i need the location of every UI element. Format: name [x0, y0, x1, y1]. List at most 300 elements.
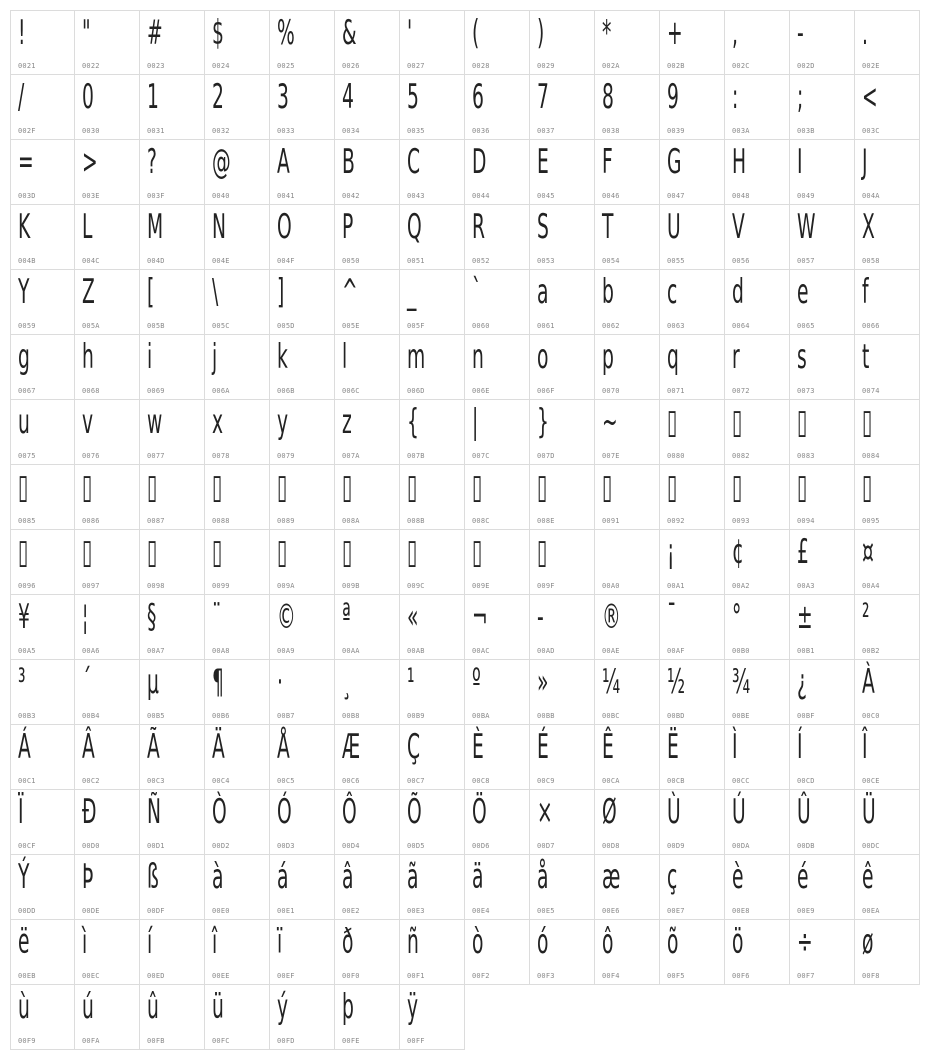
glyph-cell	[10, 855, 75, 920]
glyph-sample: ±	[797, 597, 813, 637]
glyph-sample: Ó	[277, 792, 292, 832]
glyph-cell	[75, 75, 140, 140]
glyph-codepoint-label: 00F2	[472, 972, 490, 980]
glyph-cell	[465, 660, 530, 725]
glyph-sample: E	[537, 142, 549, 182]
glyph-codepoint-label: 008E	[537, 517, 555, 525]
glyph-codepoint-label: 0087	[147, 517, 165, 525]
glyph-sample: ~	[602, 402, 618, 442]
glyph-sample: v	[82, 402, 94, 442]
glyph-cell	[465, 400, 530, 465]
glyph-codepoint-label: 0058	[862, 257, 880, 265]
glyph-codepoint-label: 00DD	[18, 907, 36, 915]
glyph-codepoint-label: 00A6	[82, 647, 100, 655]
glyph-cell	[465, 335, 530, 400]
glyph-codepoint-label: 0054	[602, 257, 620, 265]
glyph-cell	[140, 855, 205, 920]
glyph-cell	[335, 660, 400, 725]
glyph-codepoint-label: 00C6	[342, 777, 360, 785]
glyph-codepoint-label: 005E	[342, 322, 360, 330]
glyph-codepoint-label: 00F8	[862, 972, 880, 980]
glyph-codepoint-label: 00FB	[147, 1037, 165, 1045]
glyph-codepoint-label: 009C	[407, 582, 425, 590]
glyph-codepoint-label: 003F	[147, 192, 165, 200]
glyph-cell	[270, 10, 335, 75]
glyph-sample: ?	[147, 142, 157, 182]
glyph-sample: o	[537, 337, 549, 377]
glyph-sample: y	[277, 402, 289, 442]
glyph-codepoint-label: 0086	[82, 517, 100, 525]
glyph-cell	[335, 985, 400, 1050]
glyph-cell	[10, 530, 75, 595]
glyph-cell	[205, 855, 270, 920]
glyph-sample: =	[18, 142, 34, 182]
glyph-codepoint-label: 00E7	[667, 907, 685, 915]
glyph-cell	[855, 270, 920, 335]
glyph-cell	[855, 855, 920, 920]
glyph-cell	[335, 140, 400, 205]
glyph-codepoint-label: 00DB	[797, 842, 815, 850]
glyph-cell	[530, 725, 595, 790]
glyph-codepoint-label: 0080	[667, 452, 685, 460]
glyph-codepoint-label: 00AD	[537, 647, 555, 655]
glyph-cell	[790, 855, 855, 920]
glyph-codepoint-label: 00F9	[18, 1037, 36, 1045]
glyph-codepoint-label: 003C	[862, 127, 880, 135]
glyph-cell	[335, 725, 400, 790]
glyph-codepoint-label: 0095	[862, 517, 880, 525]
glyph-cell	[205, 140, 270, 205]
glyph-sample: %	[277, 13, 295, 53]
glyph-codepoint-label: 004E	[212, 257, 230, 265]
glyph-cell	[335, 400, 400, 465]
glyph-codepoint-label: 0064	[732, 322, 750, 330]
glyph-sample: ▯	[797, 467, 808, 507]
glyph-cell	[75, 920, 140, 985]
glyph-cell	[725, 205, 790, 270]
glyph-codepoint-label: 00DF	[147, 907, 165, 915]
glyph-sample: O	[277, 207, 292, 247]
glyph-cell	[400, 465, 465, 530]
glyph-codepoint-label: 0066	[862, 322, 880, 330]
glyph-cell	[140, 400, 205, 465]
glyph-sample: d	[732, 272, 744, 312]
glyph-codepoint-label: 00B6	[212, 712, 230, 720]
glyph-codepoint-label: 0063	[667, 322, 685, 330]
glyph-sample: Ú	[732, 792, 746, 832]
glyph-cell	[270, 660, 335, 725]
glyph-codepoint-label: 0084	[862, 452, 880, 460]
glyph-sample: å	[537, 857, 549, 897]
glyph-sample: ¤	[862, 532, 874, 572]
glyph-cell	[10, 725, 75, 790]
glyph-codepoint-label: 0062	[602, 322, 620, 330]
glyph-sample: Â	[82, 727, 95, 767]
glyph-codepoint-label: 006F	[537, 387, 555, 395]
glyph-sample: ¦	[82, 597, 89, 637]
glyph-codepoint-label: 009B	[342, 582, 360, 590]
glyph-codepoint-label: 0027	[407, 62, 425, 70]
glyph-codepoint-label: 005B	[147, 322, 165, 330]
glyph-codepoint-label: 0068	[82, 387, 100, 395]
glyph-cell	[140, 10, 205, 75]
glyph-codepoint-label: 008B	[407, 517, 425, 525]
glyph-sample: L	[82, 207, 93, 247]
glyph-codepoint-label: 002D	[797, 62, 815, 70]
glyph-cell	[335, 205, 400, 270]
glyph-sample: p	[602, 337, 614, 377]
glyph-codepoint-label: 002F	[18, 127, 36, 135]
glyph-cell	[790, 725, 855, 790]
glyph-cell	[595, 790, 660, 855]
glyph-codepoint-label: 0074	[862, 387, 880, 395]
glyph-sample: Ü	[862, 792, 876, 832]
glyph-cell	[75, 790, 140, 855]
glyph-codepoint-label: 009A	[277, 582, 295, 590]
glyph-codepoint-label: 0082	[732, 452, 750, 460]
glyph-cell	[855, 595, 920, 660]
glyph-cell	[725, 855, 790, 920]
glyph-cell	[10, 205, 75, 270]
glyph-codepoint-label: 00AE	[602, 647, 620, 655]
glyph-codepoint-label: 00F4	[602, 972, 620, 980]
glyph-codepoint-label: 0035	[407, 127, 425, 135]
glyph-sample: b	[602, 272, 614, 312]
glyph-codepoint-label: 0023	[147, 62, 165, 70]
glyph-cell	[595, 920, 660, 985]
glyph-codepoint-label: 00A2	[732, 582, 750, 590]
glyph-cell	[270, 465, 335, 530]
glyph-cell	[595, 270, 660, 335]
glyph-sample: ´	[82, 662, 92, 702]
glyph-codepoint-label: 00CC	[732, 777, 750, 785]
glyph-sample: 8	[602, 77, 614, 117]
glyph-cell	[725, 140, 790, 205]
glyph-sample: Î	[862, 727, 868, 767]
glyph-cell	[75, 140, 140, 205]
glyph-sample: ▯	[667, 467, 678, 507]
glyph-cell	[725, 790, 790, 855]
glyph-sample: T	[602, 207, 614, 247]
glyph-sample: -	[797, 13, 804, 53]
glyph-codepoint-label: 00F0	[342, 972, 360, 980]
glyph-cell	[140, 660, 205, 725]
glyph-sample: _	[407, 272, 417, 312]
glyph-codepoint-label: 00AA	[342, 647, 360, 655]
glyph-cell	[530, 10, 595, 75]
glyph-sample: |	[472, 402, 479, 442]
glyph-codepoint-label: 00D9	[667, 842, 685, 850]
glyph-sample: ä	[472, 857, 484, 897]
glyph-sample: ò	[472, 922, 484, 962]
glyph-sample: ª	[342, 597, 351, 637]
glyph-cell	[75, 855, 140, 920]
glyph-codepoint-label: 0040	[212, 192, 230, 200]
glyph-cell	[790, 465, 855, 530]
glyph-cell	[530, 660, 595, 725]
glyph-codepoint-label: 00CF	[18, 842, 36, 850]
glyph-sample: é	[797, 857, 809, 897]
glyph-codepoint-label: 00DE	[82, 907, 100, 915]
glyph-codepoint-label: 005F	[407, 322, 425, 330]
glyph-codepoint-label: 009E	[472, 582, 490, 590]
glyph-sample: Ò	[212, 792, 227, 832]
glyph-codepoint-label: 0026	[342, 62, 360, 70]
glyph-sample: 3	[277, 77, 289, 117]
glyph-codepoint-label: 00ED	[147, 972, 165, 980]
glyph-sample: Í	[797, 727, 803, 767]
glyph-cell	[75, 10, 140, 75]
glyph-codepoint-label: 00F3	[537, 972, 555, 980]
glyph-cell	[140, 140, 205, 205]
glyph-sample: (	[472, 13, 480, 53]
glyph-sample: ¡	[667, 532, 675, 572]
glyph-cell	[595, 75, 660, 140]
glyph-codepoint-label: 00CD	[797, 777, 815, 785]
glyph-cell	[595, 335, 660, 400]
glyph-cell	[400, 270, 465, 335]
glyph-cell	[855, 465, 920, 530]
glyph-sample: ²	[862, 597, 870, 637]
glyph-codepoint-label: 00BF	[797, 712, 815, 720]
glyph-sample: Ã	[147, 727, 160, 767]
glyph-cell	[205, 660, 270, 725]
glyph-cell	[660, 660, 725, 725]
glyph-codepoint-label: 00C0	[862, 712, 880, 720]
glyph-codepoint-label: 00EC	[82, 972, 100, 980]
glyph-sample: ¸	[342, 662, 352, 702]
glyph-sample: 9	[667, 77, 679, 117]
glyph-codepoint-label: 004B	[18, 257, 36, 265]
glyph-codepoint-label: 0070	[602, 387, 620, 395]
glyph-sample: º	[472, 662, 481, 702]
glyph-cell	[10, 335, 75, 400]
glyph-sample: g	[18, 337, 30, 377]
glyph-cell	[400, 920, 465, 985]
glyph-cell	[855, 790, 920, 855]
glyph-sample: 6	[472, 77, 484, 117]
glyph-cell	[270, 985, 335, 1050]
glyph-codepoint-label: 0065	[797, 322, 815, 330]
glyph-sample: +	[667, 13, 683, 53]
glyph-cell	[75, 725, 140, 790]
glyph-codepoint-label: 0030	[82, 127, 100, 135]
glyph-sample: u	[18, 402, 30, 442]
glyph-codepoint-label: 004C	[82, 257, 100, 265]
glyph-codepoint-label: 005A	[82, 322, 100, 330]
glyph-sample: À	[862, 662, 875, 702]
glyph-sample: ð	[342, 922, 354, 962]
glyph-cell	[530, 920, 595, 985]
glyph-sample: R	[472, 207, 485, 247]
glyph-sample: x	[212, 402, 224, 442]
glyph-sample: ▯	[602, 467, 613, 507]
glyph-sample: V	[732, 207, 745, 247]
glyph-cell	[725, 660, 790, 725]
glyph-codepoint-label: 0051	[407, 257, 425, 265]
glyph-codepoint-label: 00C9	[537, 777, 555, 785]
glyph-codepoint-label: 0022	[82, 62, 100, 70]
glyph-codepoint-label: 006D	[407, 387, 425, 395]
glyph-cell	[205, 335, 270, 400]
glyph-codepoint-label: 0069	[147, 387, 165, 395]
glyph-sample: ▯	[342, 467, 353, 507]
glyph-codepoint-label: 00D7	[537, 842, 555, 850]
glyph-codepoint-label: 00C2	[82, 777, 100, 785]
glyph-cell	[10, 920, 75, 985]
glyph-codepoint-label: 00EA	[862, 907, 880, 915]
glyph-cell	[595, 10, 660, 75]
glyph-sample: ô	[602, 922, 614, 962]
glyph-codepoint-label: 00EF	[277, 972, 295, 980]
glyph-cell	[10, 790, 75, 855]
glyph-cell	[530, 465, 595, 530]
glyph-sample: H	[732, 142, 747, 182]
glyph-codepoint-label: 00B0	[732, 647, 750, 655]
glyph-sample: Ù	[667, 792, 681, 832]
glyph-codepoint-label: 00E1	[277, 907, 295, 915]
glyph-cell	[270, 270, 335, 335]
glyph-sample: ▯	[407, 532, 418, 572]
glyph-sample: k	[277, 337, 288, 377]
glyph-sample: ▯	[862, 402, 873, 442]
glyph-codepoint-label: 00A8	[212, 647, 230, 655]
glyph-cell	[790, 335, 855, 400]
glyph-cell	[855, 335, 920, 400]
glyph-codepoint-label: 00F1	[407, 972, 425, 980]
glyph-cell	[595, 140, 660, 205]
glyph-cell	[660, 10, 725, 75]
glyph-sample: )	[537, 13, 545, 53]
glyph-sample: °	[732, 597, 742, 637]
glyph-codepoint-label: 0057	[797, 257, 815, 265]
glyph-cell	[400, 75, 465, 140]
glyph-cell	[660, 400, 725, 465]
glyph-sample: *	[602, 13, 612, 53]
glyph-sample: !	[18, 13, 26, 53]
glyph-sample: ▯	[147, 467, 158, 507]
glyph-sample: ß	[147, 857, 159, 897]
glyph-sample: l	[342, 337, 348, 377]
glyph-codepoint-label: 0034	[342, 127, 360, 135]
glyph-cell	[595, 530, 660, 595]
glyph-cell	[595, 400, 660, 465]
glyph-sample: ·	[277, 662, 283, 702]
glyph-codepoint-label: 0049	[797, 192, 815, 200]
glyph-codepoint-label: 002C	[732, 62, 750, 70]
glyph-sample: Ä	[212, 727, 225, 767]
glyph-cell	[660, 725, 725, 790]
glyph-codepoint-label: 00A7	[147, 647, 165, 655]
glyph-cell	[270, 335, 335, 400]
glyph-sample: ▯	[407, 467, 418, 507]
glyph-codepoint-label: 003E	[82, 192, 100, 200]
glyph-codepoint-label: 00BB	[537, 712, 555, 720]
glyph-sample: @	[212, 142, 231, 182]
glyph-codepoint-label: 0088	[212, 517, 230, 525]
glyph-sample: ▯	[537, 467, 548, 507]
glyph-codepoint-label: 0078	[212, 452, 230, 460]
glyph-sample: ®	[602, 597, 621, 637]
glyph-sample: ]	[277, 272, 285, 312]
glyph-sample: C	[407, 142, 421, 182]
glyph-codepoint-label: 00BD	[667, 712, 685, 720]
glyph-cell	[790, 595, 855, 660]
glyph-cell	[790, 10, 855, 75]
glyph-sample: ▯	[537, 532, 548, 572]
glyph-sample: Ì	[732, 727, 738, 767]
glyph-cell	[465, 75, 530, 140]
glyph-codepoint-label: 00C1	[18, 777, 36, 785]
glyph-sample: e	[797, 272, 809, 312]
glyph-sample: ▯	[212, 467, 223, 507]
glyph-sample: ×	[537, 792, 553, 832]
glyph-cell	[465, 270, 530, 335]
glyph-cell	[595, 465, 660, 530]
glyph-sample: ó	[537, 922, 549, 962]
glyph-codepoint-label: 00F6	[732, 972, 750, 980]
glyph-codepoint-label: 00B8	[342, 712, 360, 720]
glyph-sample: £	[797, 532, 809, 572]
glyph-codepoint-label: 0091	[602, 517, 620, 525]
glyph-cell	[725, 530, 790, 595]
glyph-sample: È	[472, 727, 484, 767]
glyph-codepoint-label: 0093	[732, 517, 750, 525]
glyph-cell	[790, 205, 855, 270]
glyph-codepoint-label: 0044	[472, 192, 490, 200]
glyph-sample: :	[732, 77, 739, 117]
glyph-sample: r	[732, 337, 740, 377]
glyph-sample: Ç	[407, 727, 421, 767]
glyph-cell	[140, 725, 205, 790]
glyph-cell	[140, 530, 205, 595]
glyph-cell	[10, 595, 75, 660]
glyph-sample: ▯	[82, 467, 93, 507]
glyph-sample: ▯	[472, 532, 483, 572]
glyph-cell	[75, 465, 140, 530]
glyph-cell	[855, 140, 920, 205]
glyph-codepoint-label: 0042	[342, 192, 360, 200]
glyph-codepoint-label: 0061	[537, 322, 555, 330]
glyph-sample: ¶	[212, 662, 224, 702]
glyph-codepoint-label: 00C7	[407, 777, 425, 785]
glyph-sample: n	[472, 337, 484, 377]
glyph-codepoint-label: 0039	[667, 127, 685, 135]
glyph-cell	[140, 75, 205, 140]
glyph-sample: Û	[797, 792, 811, 832]
glyph-codepoint-label: 0059	[18, 322, 36, 330]
glyph-cell	[75, 270, 140, 335]
glyph-codepoint-label: 00B5	[147, 712, 165, 720]
glyph-cell	[400, 400, 465, 465]
glyph-codepoint-label: 00C3	[147, 777, 165, 785]
glyph-sample: Y	[18, 272, 30, 312]
glyph-sample: Ê	[602, 727, 614, 767]
glyph-cell	[270, 530, 335, 595]
glyph-cell	[725, 920, 790, 985]
glyph-sample: t	[862, 337, 870, 377]
glyph-cell	[725, 10, 790, 75]
glyph-sample: ¨	[212, 597, 222, 637]
glyph-sample: ö	[732, 922, 744, 962]
glyph-sample: /	[18, 77, 25, 117]
glyph-cell	[335, 10, 400, 75]
glyph-cell	[140, 985, 205, 1050]
glyph-cell	[465, 530, 530, 595]
glyph-cell	[660, 465, 725, 530]
glyph-cell	[725, 595, 790, 660]
glyph-cell	[10, 400, 75, 465]
